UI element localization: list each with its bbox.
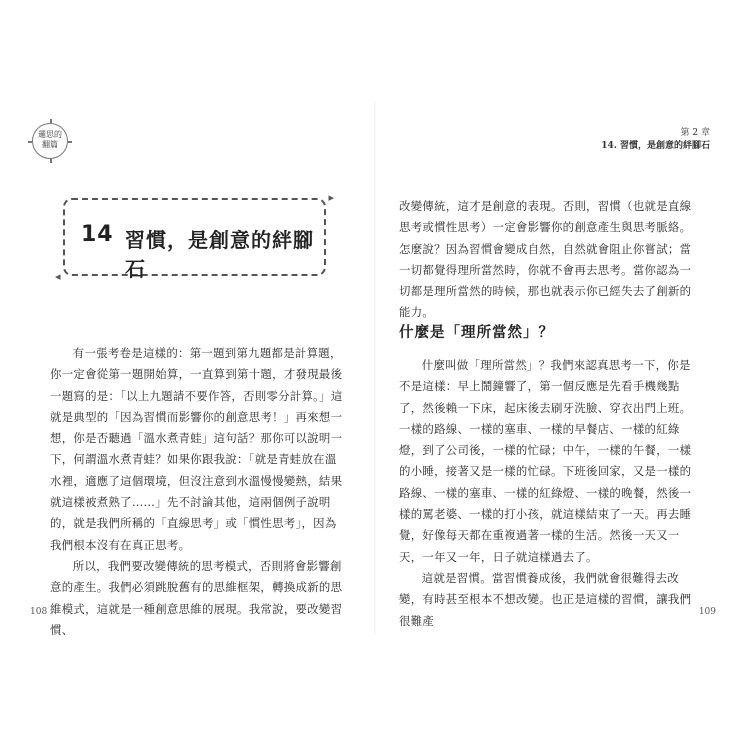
- chapter-title-frame: [55, 191, 334, 283]
- left-page-body: [50, 343, 346, 641]
- logo-line-1: 邏思的: [38, 130, 62, 139]
- right-paragraph-1: 什麼叫做「理所當然」？我們來認真思考一下，你是不是這樣：早上鬧鐘響了，第一個反應是先看手機幾點了，然後賴一下床，起床後去刷牙洗臉、穿衣出門上班。一樣的路線、一樣的塞車、一樣的早餐店、一樣的紅綠燈，到了公司後，一樣的忙碌；中午，一樣的午餐，一樣的小睡，接著又是一樣的忙碌。下班後回家，又是一樣的路線、一樣的塞車、一樣的紅綠燈、一樣的晚餐，然後一樣的罵老婆、一樣的打小孩，就這樣結束了一天。再去睡覺，好像每天都在重複過著一樣的生活。然後一天又一天，一年又一年，日子就這樣過去了。: [399, 358, 692, 564]
- chapter-title: 習慣，是創意的絆腳石: [125, 228, 314, 281]
- chapter-number: 14: [81, 222, 114, 247]
- arrow-left-icon: ◂: [55, 270, 61, 283]
- book-spread: [22, 103, 728, 637]
- series-logo: [32, 123, 68, 159]
- page-number-left: 108: [30, 607, 48, 617]
- running-head-title: 14. 習慣，是創意的絆腳石: [601, 141, 710, 151]
- right-page-body: [399, 355, 695, 632]
- left-paragraph-1: 有一張考卷是這樣的：第一題到第九題都是計算題，你一定會從第一題開始算，一直算到第十題，才發現最後一題寫的是：「以上九題請不要作答，否則零分計算。」這就是典型的「因為習慣而影響你的創意思考！」再來想一想，你是否聽過「溫水煮青蛙」這句話？那你可以說明一下，何謂溫水煮青蛙？如果你跟我說：「就是青蛙放在溫水裡，適應了這個環境，但沒注意到水溫慢慢變熱，結果就這樣被煮熟了……」先不討論其他，這兩個例子說明的，就是我們所稱的「直線思考」或「慣性思考」，因為我們根本沒有在真正思考。: [50, 346, 343, 552]
- running-head-chapter: 第 2 章: [680, 128, 710, 138]
- right-top-paragraph: 改變傳統，這才是創意的表現。否則，習慣（也就是直線思考或慣性思考）一定會影響你的創意產生與思考脈絡。怎麼說？因為習慣會變成自然，自然就會阻止你嘗試；當一切都覺得理所當然時，你就不會再去思考。當你認為一切都是理所當然的時候，那也就表示你已經失去了創新的能力。: [399, 199, 692, 320]
- arrow-right-icon: ▸: [328, 191, 334, 204]
- section-heading: 什麼是「理所當然」？: [399, 325, 554, 341]
- running-head: [601, 127, 710, 153]
- right-page-continuation: [399, 196, 695, 324]
- book-gutter: [374, 103, 376, 633]
- logo-line-2: 翻篇: [42, 140, 58, 149]
- right-paragraph-2: 這就是習慣。當習慣養成後，我們就會很難得去改變，有時甚至根本不想改變。也正是這樣的習慣，讓我們很難產: [399, 570, 692, 628]
- page-number-right: 109: [698, 607, 716, 617]
- left-paragraph-2: 所以，我們要改變傳統的思考模式，否則將會影響創意的產生。我們必須跳脫舊有的思維框架，轉換成新的思維模式，這就是一種創意思維的展現。我常說，要改變習慣、: [50, 558, 343, 637]
